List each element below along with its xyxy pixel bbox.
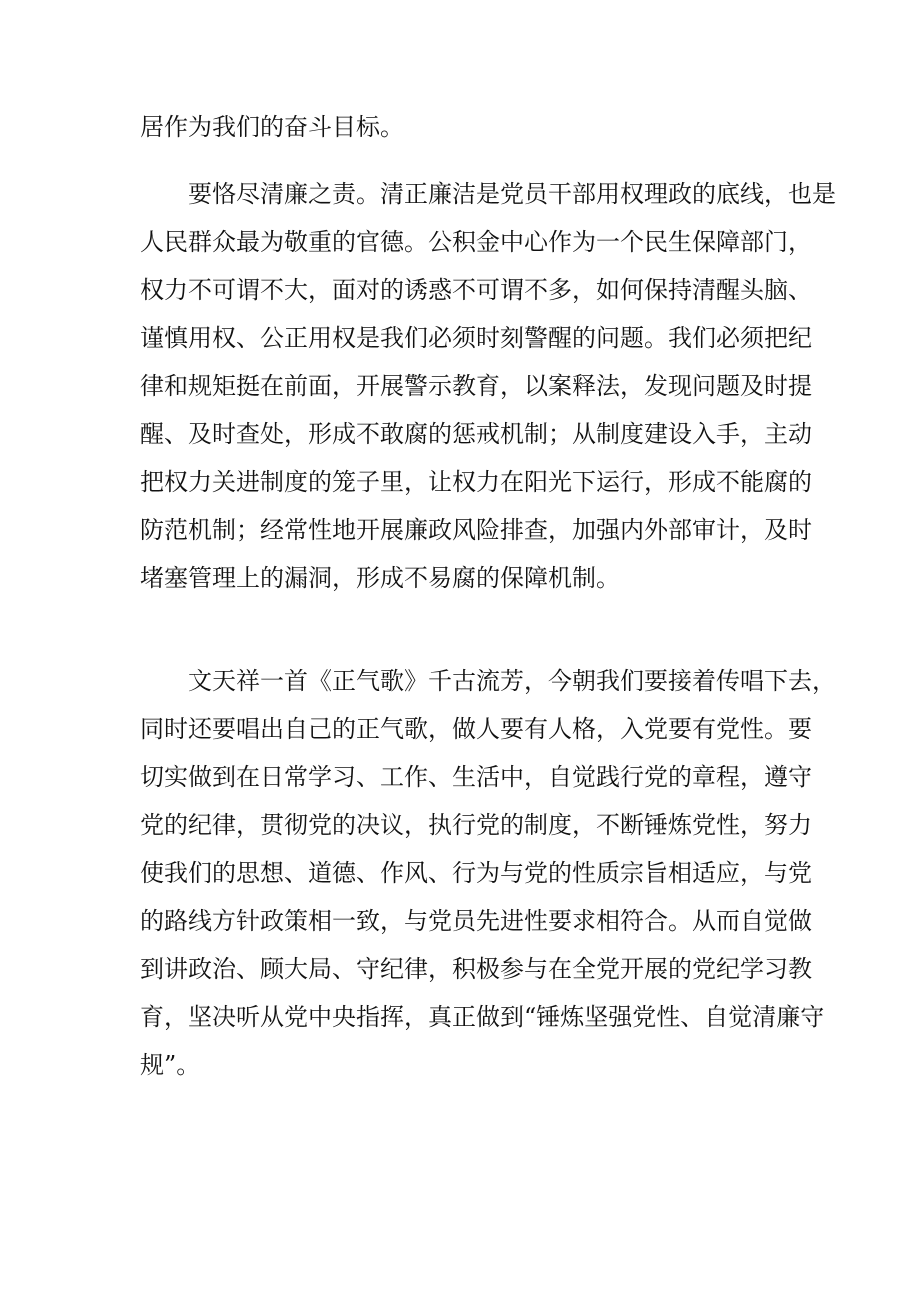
paragraph-2-line-3: 权力不可谓不大，面对的诱惑不可谓不多，如何保持清醒头脑、 <box>140 276 812 304</box>
paragraph-1-line-1: 居作为我们的奋斗目标。 <box>140 113 404 141</box>
paragraph-2-line-4: 谨慎用权、公正用权是我们必须时刻警醒的问题。我们必须把纪 <box>140 324 812 352</box>
paragraph-3-line-5: 使我们的思想、道德、作风、行为与党的性质宗旨相适应，与党 <box>140 859 812 887</box>
paragraph-2-line-8: 防范机制；经常性地开展廉政风险排查，加强内外部审计，及时 <box>140 516 812 544</box>
paragraph-2-line-2: 人民群众最为敬重的官德。公积金中心作为一个民生保障部门， <box>140 228 812 256</box>
paragraph-3-line-1: 文天祥一首《正气歌》千古流芳，今朝我们要接着传唱下去， <box>188 667 836 695</box>
paragraph-3-line-3: 切实做到在日常学习、工作、生活中，自觉践行党的章程，遵守 <box>140 763 812 791</box>
paragraph-2-line-9: 堵塞管理上的漏洞，形成不易腐的保障机制。 <box>140 564 620 592</box>
paragraph-3-line-8: 育，坚决听从党中央指挥，真正做到“锤炼坚强党性、自觉清廉守 <box>140 1003 825 1031</box>
paragraph-2-line-7: 把权力关进制度的笼子里，让权力在阳光下运行，形成不能腐的 <box>140 468 812 496</box>
paragraph-2-line-1: 要恪尽清廉之责。清正廉洁是党员干部用权理政的底线，也是 <box>188 180 836 208</box>
paragraph-3-line-2: 同时还要唱出自己的正气歌，做人要有人格，入党要有党性。要 <box>140 715 812 743</box>
paragraph-3-line-9: 规”。 <box>140 1051 201 1079</box>
paragraph-2-line-6: 醒、及时查处，形成不敢腐的惩戒机制；从制度建设入手，主动 <box>140 420 812 448</box>
paragraph-2-line-5: 律和规矩挺在前面，开展警示教育，以案释法，发现问题及时提 <box>140 372 812 400</box>
paragraph-3-line-7: 到讲政治、顾大局、守纪律，积极参与在全党开展的党纪学习教 <box>140 955 812 983</box>
paragraph-3-line-6: 的路线方针政策相一致，与党员先进性要求相符合。从而自觉做 <box>140 907 812 935</box>
paragraph-3-line-4: 党的纪律，贯彻党的决议，执行党的制度，不断锤炼党性，努力 <box>140 811 812 839</box>
